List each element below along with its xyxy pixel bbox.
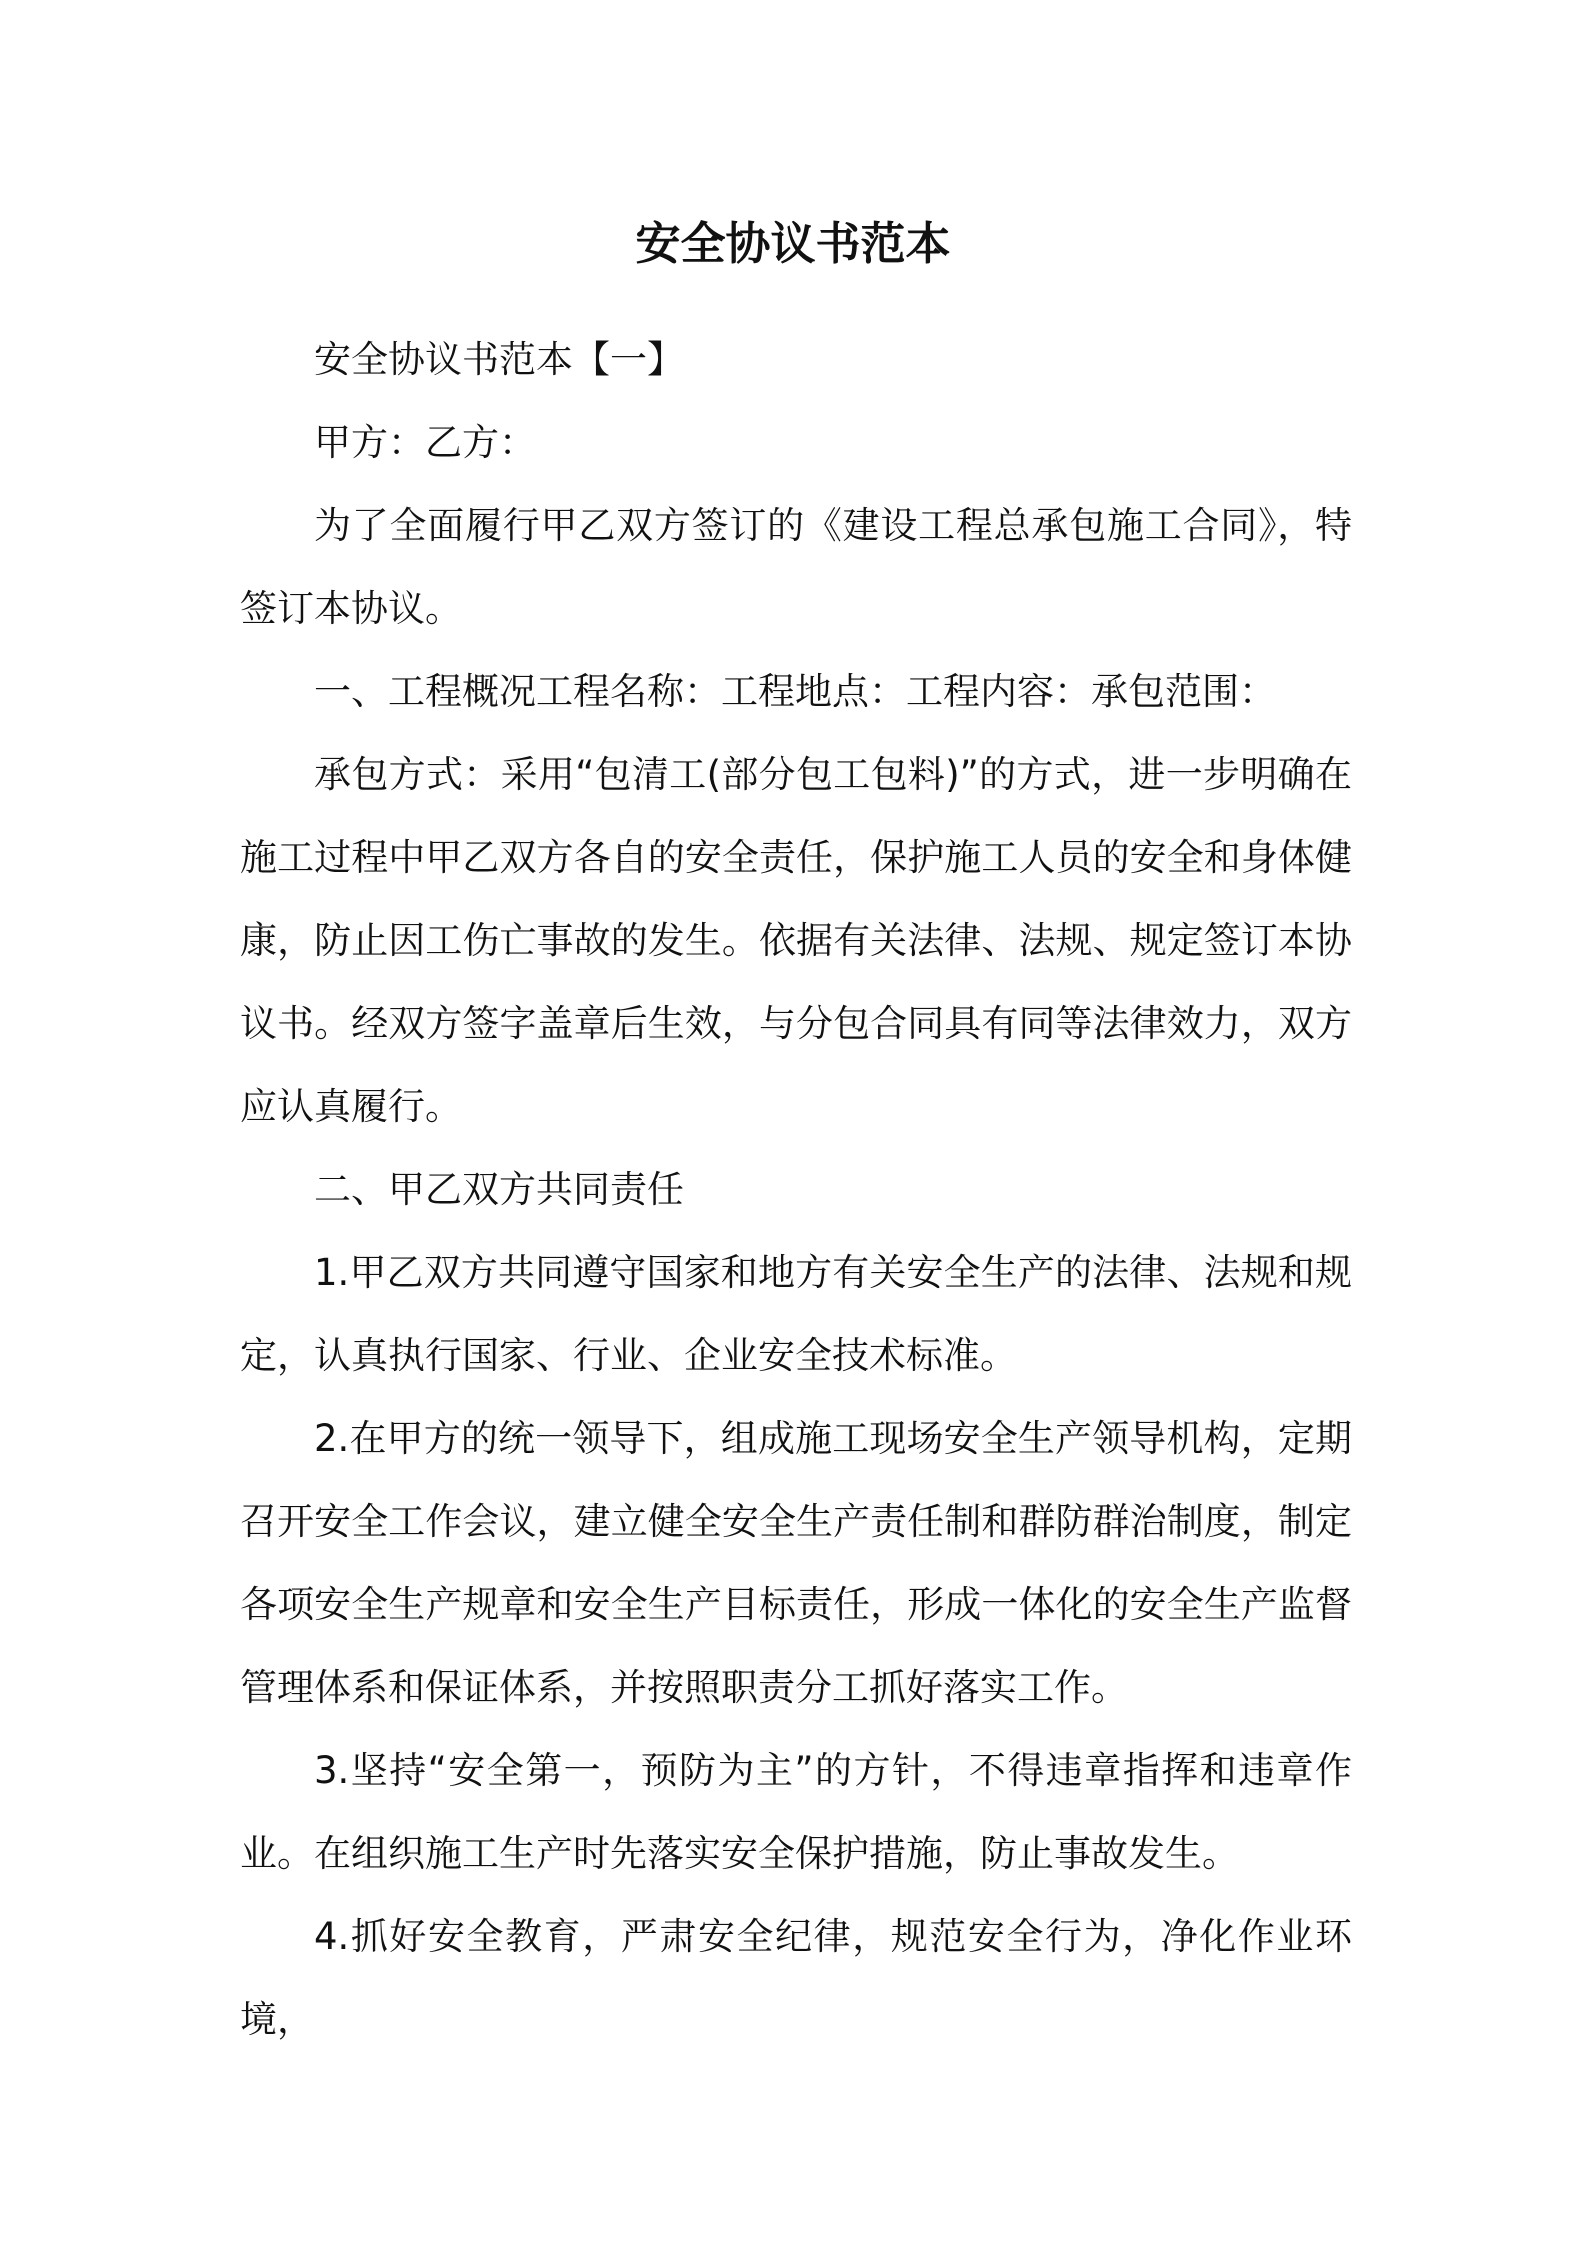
- responsibility-item-3: 3.坚持“安全第一，预防为主”的方针，不得违章指挥和违章作业。在组织施工生产时先落实安全保护措施，防止事故发生。: [240, 1749, 1352, 1875]
- responsibility-item-2: 2.在甲方的统一领导下，组成施工现场安全生产领导机构，定期召开安全工作会议，建立健全安全生产责任制和群防群治制度，制定各项安全生产规章和安全生产目标责任，形成一体化的安全生产监督管理体系和保证体系，并按照职责分工抓好落实工作。: [240, 1417, 1352, 1709]
- contract-method-paragraph: 承包方式：采用“包清工(部分包工包料)”的方式，进一步明确在施工过程中甲乙双方各自的安全责任，保护施工人员的安全和身体健康，防止因工伤亡事故的发生。依据有关法律、法规、规定签订本协议书。经双方签字盖章后生效，与分包合同具有同等法律效力，双方应认真履行。: [240, 753, 1352, 1128]
- project-overview-heading: 一、工程概况工程名称：工程地点：工程内容：承包范围：: [314, 670, 1276, 713]
- document-title: 安全协议书范本: [635, 217, 951, 270]
- parties-line: 甲方：乙方：: [314, 421, 536, 464]
- responsibility-item-4: 4.抓好安全教育，严肃安全纪律，规范安全行为，净化作业环境，: [240, 1915, 1352, 2041]
- intro-paragraph: 为了全面履行甲乙双方签订的《建设工程总承包施工合同》，特签订本协议。: [240, 504, 1352, 630]
- responsibility-item-1: 1.甲乙双方共同遵守国家和地方有关安全生产的法律、法规和规定，认真执行国家、行业、企业安全技术标准。: [240, 1251, 1352, 1377]
- document-body: [240, 318, 1352, 2061]
- joint-responsibility-heading: 二、甲乙双方共同责任: [314, 1168, 684, 1211]
- section-heading: 安全协议书范本【一】: [314, 338, 684, 381]
